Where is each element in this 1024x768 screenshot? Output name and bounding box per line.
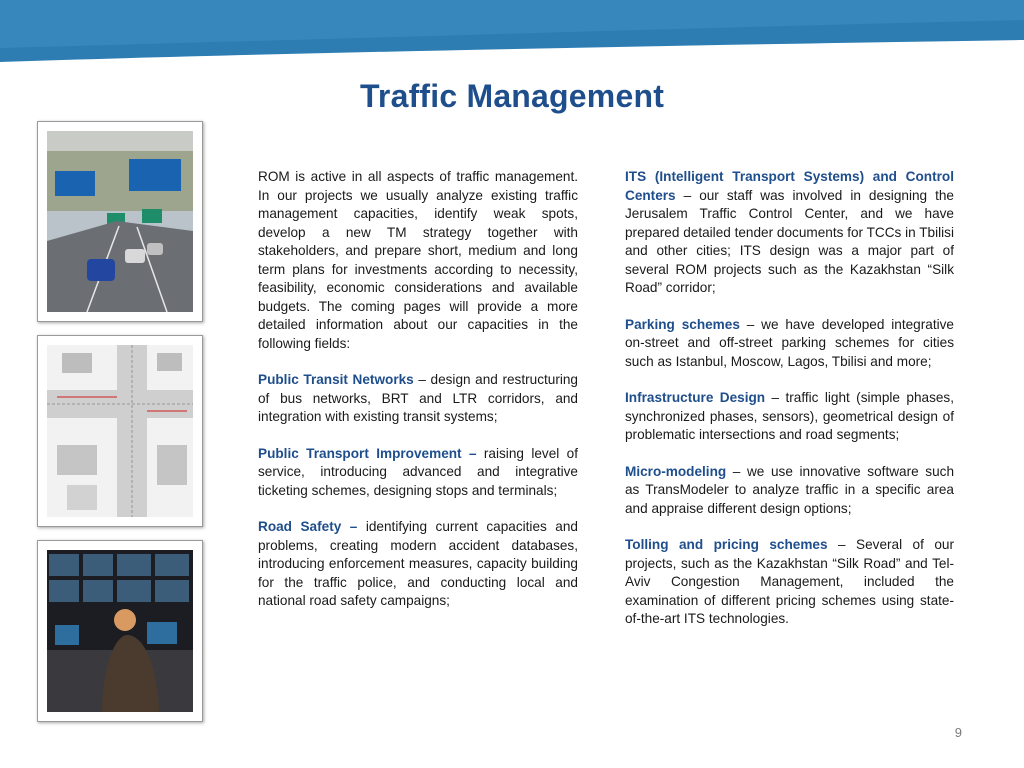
- road-safety-text: identifying current capacities and problems, creating modern accident databases, introducing enforcement measures, capacity building for the traffic police, and conducting local and national road safety campaigns;: [258, 519, 578, 608]
- left-text-column: [258, 168, 578, 629]
- intro-paragraph: ROM is active in all aspects of traffic management. In our projects we usually analyze existing traffic management capacities, identify weak spots, develop a new TM strategy together with stakeholders, and prepare short, medium and long term plans for investments according to necessity, feasibility, economic considerations and available budgets. The coming pages will provide a more detailed information about our capacities in the following fields:: [258, 169, 578, 351]
- paragraph-separator: [357, 519, 366, 534]
- header-band: [0, 0, 1024, 62]
- page-title: Traffic Management: [359, 78, 665, 114]
- paragraph-separator: –: [827, 537, 857, 552]
- infrastructure-design-paragraph: [625, 389, 954, 445]
- public-transport-improvement-text: raising level of service, introducing advanced and integrative ticketing schemes, designing stops and terminals;: [258, 445, 578, 498]
- right-text-column: [625, 168, 954, 647]
- traffic-control-center-photo: [37, 540, 203, 722]
- infrastructure-design-text: traffic light (simple phases, synchronized phases, sensors), geometrical design of problematic intersections and road segments;: [625, 390, 954, 442]
- parking-schemes-text: we have developed integrative on-street and off-street parking schemes for cities such as Istanbul, Moscow, Lagos, Tbilisi and more;: [625, 316, 954, 369]
- intersection-plan-drawing: [37, 335, 203, 527]
- public-transport-improvement-paragraph: [258, 445, 578, 501]
- micro-modeling-paragraph: [625, 463, 954, 519]
- public-transport-improvement-term: Public Transport Improvement –: [258, 445, 477, 461]
- road-safety-term: Road Safety –: [258, 519, 358, 534]
- its-control-centers-term: ITS (Intelligent Transport Systems) and Control Centers: [625, 169, 954, 203]
- public-transit-networks-text: design and restructuring of bus networks, BRT and LTR corridors, and integration with existing transit systems;: [258, 372, 578, 424]
- its-control-centers-paragraph: [625, 168, 954, 298]
- page-number: 9: [954, 725, 962, 740]
- road-safety-paragraph: [258, 518, 578, 611]
- its-control-centers-text: our staff was involved in designing the Jerusalem Traffic Control Center, and we have prepared detailed tender documents for TCCs in Tbilisi and other cities; ITS design was a major part of several ROM projects such as the Kazakhstan “Silk Road” corridor;: [625, 187, 954, 295]
- parking-schemes-paragraph: [625, 316, 954, 372]
- micro-modeling-term: Micro-modeling: [625, 463, 727, 479]
- public-transit-networks-paragraph: [258, 371, 578, 427]
- micro-modeling-text: we use innovative software such as TransModeler to analyze traffic in a specific area and appraise different design options;: [625, 463, 954, 516]
- paragraph-separator: –: [726, 463, 747, 479]
- paragraph-separator: [477, 446, 484, 461]
- infrastructure-design-term: Infrastructure Design: [625, 390, 766, 405]
- tolling-pricing-term: Tolling and pricing schemes: [625, 537, 828, 552]
- tolling-pricing-text: Several of our projects, such as the Kazakhstan “Silk Road” and Tel-Aviv Congestion Management, included the examination of different pricing schemes using state-of-the-art ITS technologies.: [625, 537, 954, 626]
- paragraph-separator: –: [413, 372, 431, 387]
- highway-traffic-photo: [37, 121, 203, 322]
- parking-schemes-term: Parking schemes: [625, 316, 740, 332]
- paragraph-separator: –: [765, 390, 786, 405]
- public-transit-networks-term: Public Transit Networks: [258, 372, 414, 387]
- paragraph-separator: –: [675, 187, 700, 203]
- paragraph-separator: –: [739, 316, 762, 332]
- tolling-pricing-paragraph: [625, 536, 954, 629]
